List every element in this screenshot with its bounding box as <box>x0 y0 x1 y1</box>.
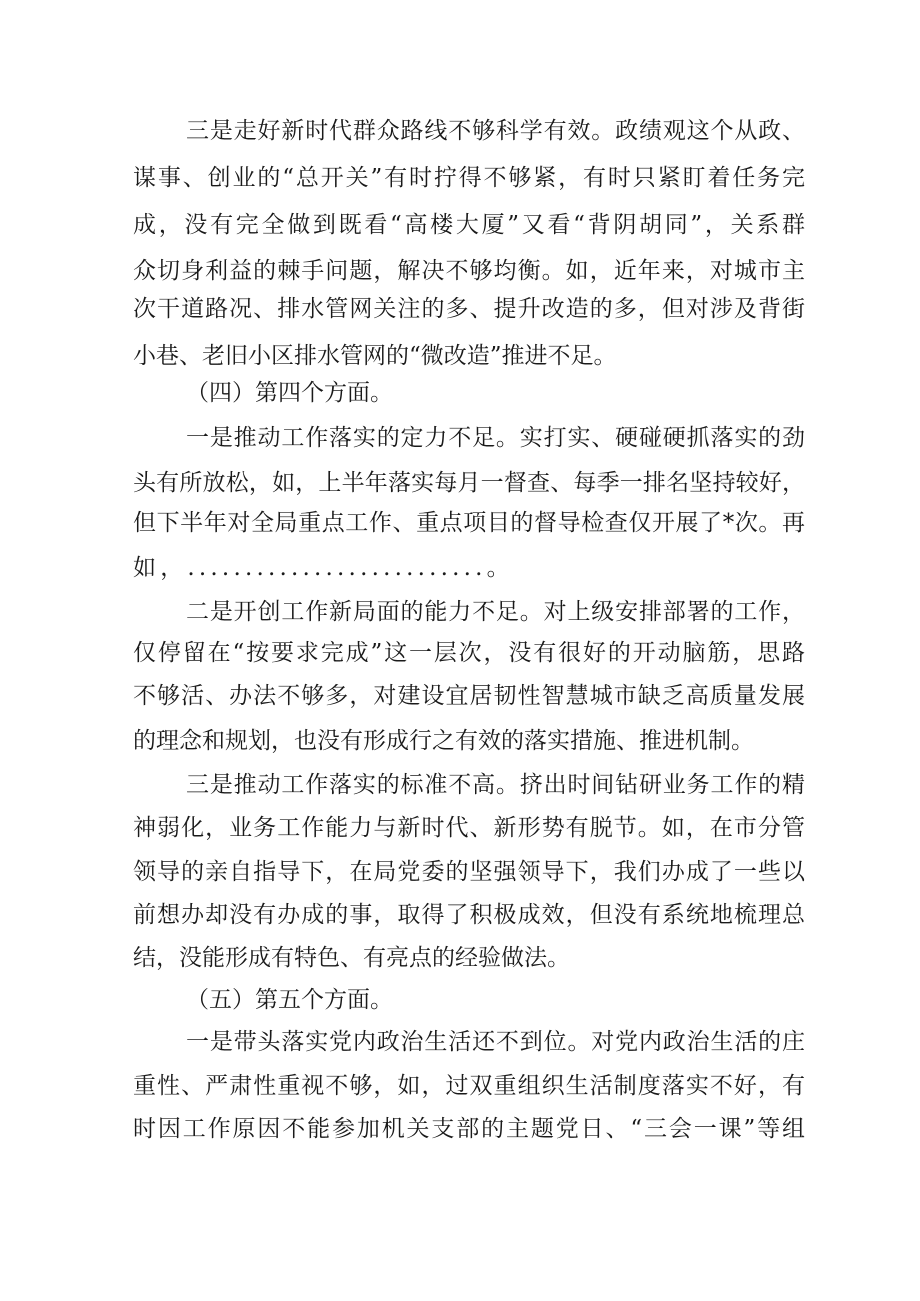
paragraph-1-line-5: 次干道路况、排水管网关注的多、提升改造的多，但对涉及背街 <box>133 296 805 322</box>
paragraph-3-line-4: 的理念和规划，也没有形成行之有效的落实措施、推进机制。 <box>133 728 754 754</box>
paragraph-3-line-3: 不够活、办法不够多，对建设宜居韧性智慧城市缺乏高质量发展 <box>133 683 805 709</box>
paragraph-5-line-2: 重性、严肃性重视不够，如，过双重组织生活制度落实不好，有 <box>133 1073 805 1099</box>
paragraph-2-line-1: 一是推动工作落实的定力不足。实打实、硬碰硬抓落实的劲 <box>186 425 805 451</box>
paragraph-1-line-3: 成，没有完全做到既看“高楼大厦”又看“背阴胡同”，关系群 <box>133 212 805 238</box>
section-heading-5: （五）第五个方面。 <box>186 987 393 1013</box>
paragraph-4-line-2: 神弱化，业务工作能力与新时代、新形势有脱节。如，在市分管 <box>133 815 805 841</box>
paragraph-2-line-2: 头有所放松，如，上半年落实每月一督查、每季一排名坚持较好， <box>133 470 805 496</box>
paragraph-5-line-3: 时因工作原因不能参加机关支部的主题党日、“三会一课”等组 <box>133 1116 805 1142</box>
paragraph-4-line-4: 前想办却没有办成的事，取得了积极成效，但没有系统地梳理总 <box>133 902 805 928</box>
paragraph-5-line-1: 一是带头落实党内政治生活还不到位。对党内政治生活的庄 <box>186 1029 805 1055</box>
paragraph-1-line-6: 小巷、老旧小区排水管网的“微改造”推进不足。 <box>133 343 617 369</box>
paragraph-4-line-5: 结，没能形成有特色、有亮点的经验做法。 <box>133 945 570 971</box>
section-heading-4: （四）第四个方面。 <box>186 380 393 406</box>
paragraph-4-line-3: 领导的亲自指导下，在局党委的坚强领导下，我们办成了一些以 <box>133 859 805 885</box>
paragraph-3-line-2: 仅停留在“按要求完成”这一层次，没有很好的开动脑筋，思路 <box>133 640 805 666</box>
paragraph-3-line-1: 二是开创工作新局面的能力不足。对上级安排部署的工作， <box>186 599 805 625</box>
paragraph-1-line-4: 众切身利益的棘手问题，解决不够均衡。如，近年来，对城市主 <box>133 258 805 284</box>
paragraph-2-line-4: 如，..........................。 <box>133 555 514 581</box>
paragraph-4-line-1: 三是推动工作落实的标准不高。挤出时间钻研业务工作的精 <box>186 772 805 798</box>
paragraph-2-line-3: 但下半年对全局重点工作、重点项目的督导检查仅开展了*次。再 <box>133 510 805 536</box>
paragraph-1-line-1: 三是走好新时代群众路线不够科学有效。政绩观这个从政、 <box>186 118 805 144</box>
paragraph-1-line-2: 谋事、创业的“总开关”有时拧得不够紧，有时只紧盯着任务完 <box>133 165 805 191</box>
